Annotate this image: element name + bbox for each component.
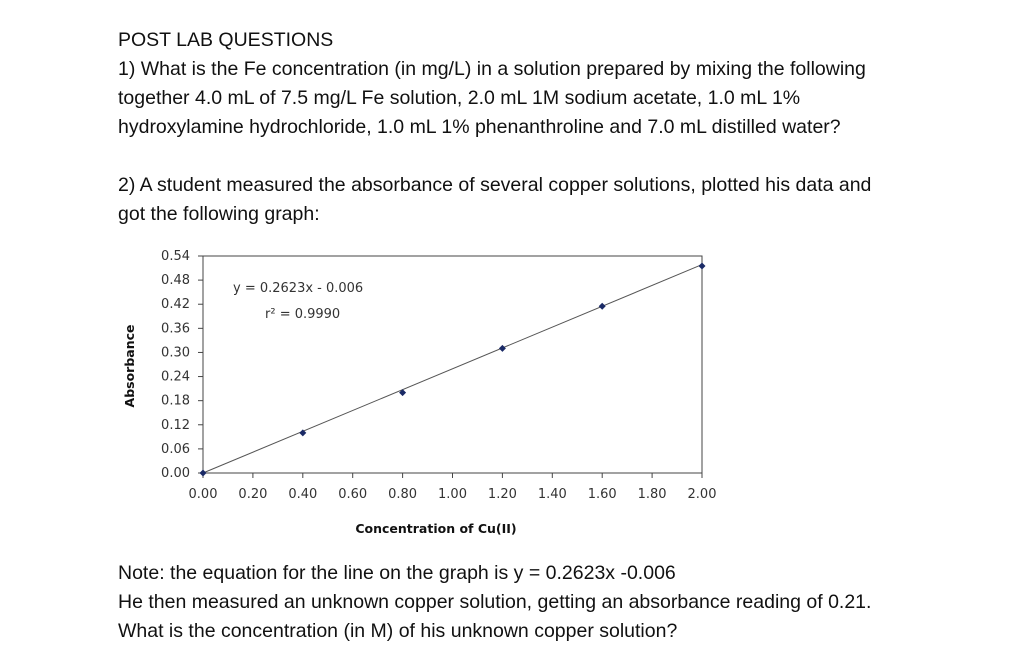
x-tick-label: 0.00 — [188, 487, 218, 502]
data-point — [200, 470, 207, 477]
x-axis-title: Concentration of Cu(II) — [355, 521, 517, 536]
question-1-line: hydroxylamine hydrochloride, 1.0 mL 1% phenanthroline and 7.0 mL distilled water? — [118, 116, 841, 138]
r-squared-label: r² = 0.9990 — [265, 307, 341, 322]
y-tick-label: 0.18 — [161, 393, 190, 409]
x-tick-label: 1.40 — [537, 487, 567, 502]
question-1-line: together 4.0 mL of 7.5 mg/L Fe solution, 2.0 mL 1M sodium acetate, 1.0 mL 1% — [118, 87, 801, 109]
question-1-line: 1) What is the Fe concentration (in mg/L) in a solution prepared by mixing the following — [118, 58, 866, 80]
question-2 — [118, 171, 998, 229]
x-tick-label: 1.00 — [438, 487, 467, 502]
y-tick-label: 0.54 — [161, 249, 190, 264]
note-line: What is the concentration (in M) of his unknown copper solution? — [118, 620, 678, 642]
y-tick-labels — [161, 249, 190, 481]
x-tick-label: 1.60 — [587, 487, 617, 502]
trendline-equation: y = 0.2623x - 0.006 — [233, 281, 364, 296]
x-tick-label: 1.20 — [487, 487, 517, 502]
y-tick-label: 0.12 — [161, 417, 190, 433]
y-tick-label: 0.48 — [161, 273, 190, 289]
x-tick-label: 0.60 — [338, 487, 368, 502]
page-heading: POST LAB QUESTIONS — [118, 29, 334, 51]
y-tick-label: 0.36 — [161, 321, 190, 337]
y-tick-label: 0.24 — [161, 369, 190, 385]
x-tick-label: 0.20 — [238, 487, 268, 502]
x-tick-label: 0.40 — [288, 487, 318, 502]
y-tick-label: 0.30 — [161, 345, 190, 361]
calibration-chart — [110, 244, 720, 544]
note-line: Note: the equation for the line on the graph is y = 0.2623x -0.006 — [118, 562, 676, 584]
question-2-line: 2) A student measured the absorbance of several copper solutions, plotted his data and — [118, 174, 872, 196]
x-tick-label: 0.80 — [388, 487, 418, 502]
y-tick-label: 0.06 — [161, 441, 190, 457]
y-tick-label: 0.00 — [161, 466, 190, 481]
y-tick-label: 0.42 — [161, 297, 190, 313]
data-point — [699, 263, 706, 270]
data-point — [499, 345, 506, 352]
data-point — [599, 303, 606, 310]
note-line: He then measured an unknown copper solution, getting an absorbance reading of 0.21. — [118, 591, 872, 613]
x-tick-label: 1.80 — [637, 487, 667, 502]
y-axis-title: Absorbance — [122, 324, 137, 408]
question-1 — [118, 55, 998, 142]
notes — [118, 559, 998, 646]
x-tick-label: 2.00 — [687, 487, 717, 502]
x-tick-labels — [189, 487, 717, 502]
question-2-line: got the following graph: — [118, 203, 320, 225]
